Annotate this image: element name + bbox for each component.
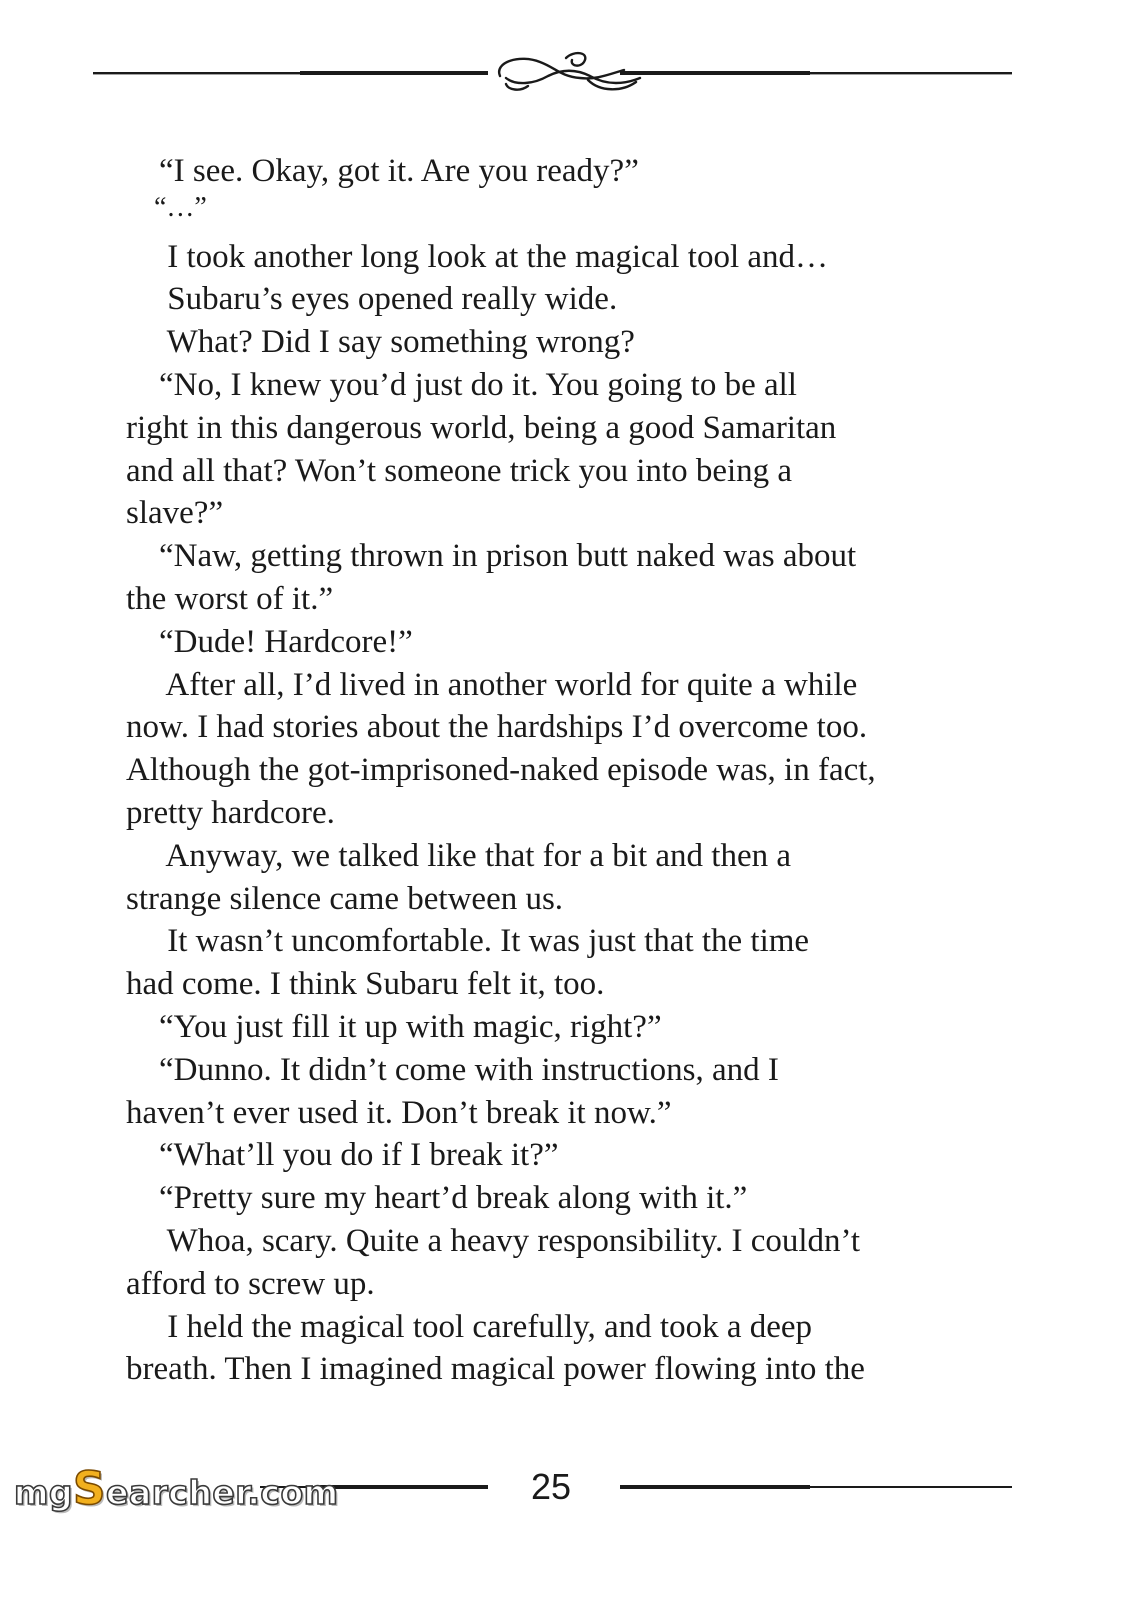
flourish-icon <box>499 53 640 90</box>
text-line: had come. I think Subaru felt it, too. <box>126 966 605 1003</box>
text-line: “Pretty sure my heart’d break along with it.” <box>126 1180 748 1217</box>
text-line: “Dunno. It didn’t come with instructions, and I <box>126 1051 779 1088</box>
body-text <box>126 150 966 1391</box>
text-line: “No, I knew you’d just do it. You going to be all <box>126 366 797 403</box>
text-line: “What’ll you do if I break it?” <box>126 1137 559 1174</box>
text-line: the worst of it.” <box>126 580 334 617</box>
watermark-suffix: earcher.com <box>105 1473 339 1512</box>
text-line: It wasn’t uncomfortable. It was just that the time <box>126 923 810 960</box>
text-line: Anyway, we talked like that for a bit and then a <box>126 837 791 874</box>
text-line: Although the got-imprisoned-naked episode was, in fact, <box>126 752 876 789</box>
text-line: I took another long look at the magical tool and… <box>126 238 829 275</box>
text-line: Whoa, scary. Quite a heavy responsibility. I couldn’t <box>126 1222 861 1259</box>
text-line: After all, I’d lived in another world for quite a while <box>126 666 858 703</box>
header-ornament <box>0 40 1122 120</box>
header-rule-left-thick <box>300 71 488 75</box>
text-line: breath. Then I imagined magical power flowing into the <box>126 1351 865 1388</box>
text-line: afford to screw up. <box>126 1265 375 1302</box>
text-line: pretty hardcore. <box>126 794 335 831</box>
watermark-prefix: mg <box>14 1473 74 1512</box>
text-line: What? Did I say something wrong? <box>126 324 635 361</box>
text-line: “I see. Okay, got it. Are you ready?” <box>126 153 639 189</box>
text-line: “…” <box>126 191 207 223</box>
text-line: haven’t ever used it. Don’t break it now.” <box>126 1094 672 1131</box>
text-line: “Dude! Hardcore!” <box>126 623 413 660</box>
text-line: “You just fill it up with magic, right?” <box>126 1008 662 1045</box>
text-line: right in this dangerous world, being a good Samaritan <box>126 409 837 446</box>
text-line: I held the magical tool carefully, and took a deep <box>126 1308 813 1345</box>
text-line: strange silence came between us. <box>126 880 564 917</box>
header-rule-right-thick <box>620 71 810 75</box>
footer-rule-right-thin <box>620 1486 1012 1488</box>
text-line: Subaru’s eyes opened really wide. <box>126 281 618 318</box>
text-line: now. I had stories about the hardships I’d overcome too. <box>126 709 868 746</box>
watermark-s-letter: S <box>73 1462 106 1515</box>
text-line: “Naw, getting thrown in prison butt naked was about <box>126 538 857 575</box>
text-line: slave?” <box>126 495 224 532</box>
text-line: and all that? Won’t someone trick you into being a <box>126 452 793 489</box>
page-number: 25 <box>530 1466 572 1507</box>
watermark-logo <box>14 1462 339 1515</box>
